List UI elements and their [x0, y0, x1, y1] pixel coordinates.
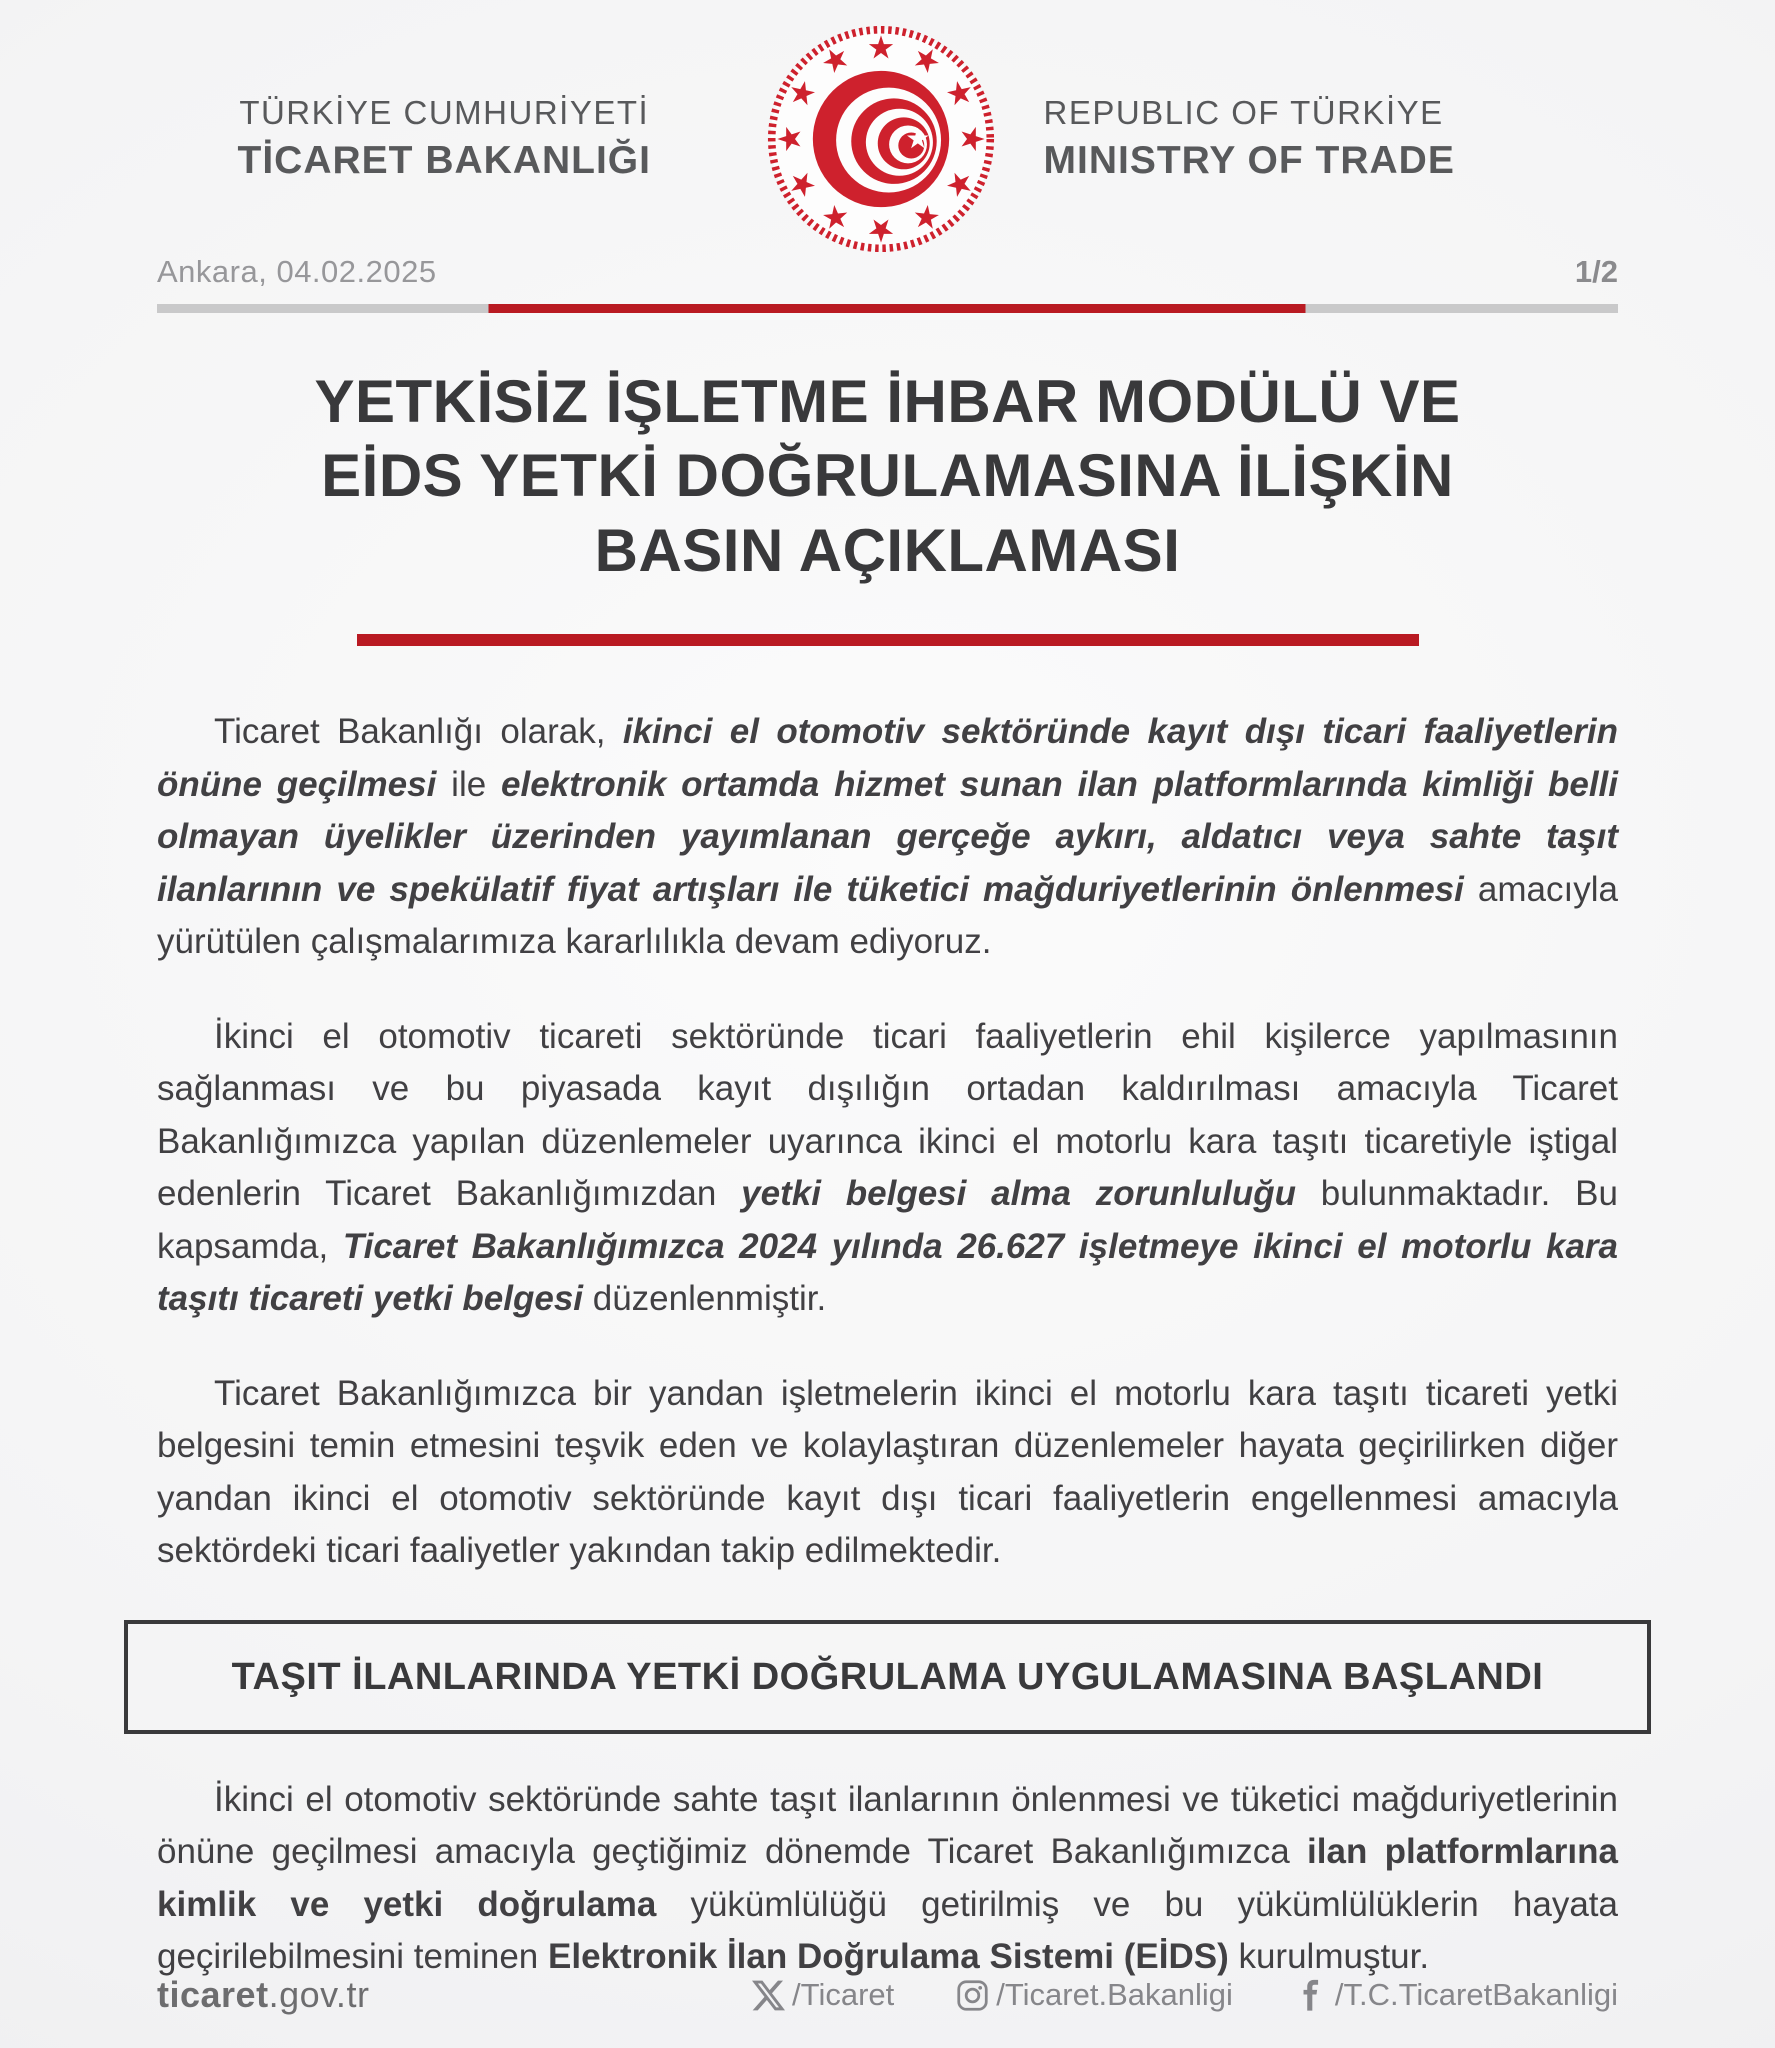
- ministry-name-en: [1000, 93, 1619, 185]
- section-heading: TAŞIT İLANLARINDA YETKİ DOĞRULAMA UYGULAMASINA BAŞLANDI: [231, 1655, 1544, 1698]
- title-underline: [357, 634, 1419, 646]
- ministry-of-trade-seal-icon: [762, 20, 1000, 258]
- x-icon: [752, 1979, 785, 2012]
- ministry-name-en-line2: MINISTRY OF TRADE: [1043, 139, 1455, 183]
- social-link-instagram[interactable]: [956, 1977, 1233, 2013]
- instagram-icon: [956, 1979, 989, 2012]
- social-link-facebook[interactable]: [1295, 1977, 1618, 2013]
- paragraph-2: İkinci el otomotiv ticareti sektöründe ticari faaliyetlerin ehil kişilerce yapılmasının sağlanması ve bu piyasada kayıt dışılığın ortadan kaldırılması amacıyla Ticaret Bakanlığımızca yapılan düzenlemeler uyarınca ikinci el motorlu kara taşıtı ticaretiyle iştigal edenlerin Ticaret Bakanlığımızdan yetki belgesi alma zorunluluğu bulunmaktadır. Bu kapsamda, Ticaret Bakanlığımızca 2024 yılında 26.627 işletmeye ikinci el motorlu kara taşıtı ticareti yetki belgesi düzenlenmiştir.: [157, 1016, 1618, 1319]
- social-link-x[interactable]: [752, 1977, 894, 2013]
- facebook-icon: [1295, 1979, 1328, 2012]
- paragraph-3: Ticaret Bakanlığımızca bir yandan işletmelerin ikinci el motorlu kara taşıtı ticareti yetki belgesini temin etmesini teşvik eden ve kolaylaştıran düzenlemeler hayata geçirilirken diğer yandan ikinci el otomotiv sektöründe kayıt dışı ticari faaliyetlerin engellenmesi amacıyla sektördeki ticari faaliyetler yakından takip edilmektedir.: [157, 1373, 1618, 1571]
- page-number: 1/2: [1574, 254, 1618, 289]
- dateline: Ankara, 04.02.2025: [157, 254, 437, 289]
- footer: [157, 1974, 1618, 2016]
- title-line-1: YETKİSİZ İŞLETME İHBAR MODÜLÜ VE: [314, 368, 1461, 435]
- header-divider: [157, 304, 1618, 313]
- paragraph-4: İkinci el otomotiv sektöründe sahte taşıt ilanlarının önlenmesi ve tüketici mağduriyetlerinin önüne geçilmesi amacıyla geçtiğimiz dönemde Ticaret Bakanlığımızca ilan platformlarına kimlik ve yetki doğrulama yükümlülüğü getirilmiş ve bu yükümlülüklerin hayata geçirilebilmesini teminen Elektronik İlan Doğrulama Sistemi (EİDS) kurulmuştur.: [157, 1779, 1618, 1977]
- ministry-name-tr-line2: TİCARET BAKANLIĞI: [237, 139, 651, 183]
- social-link-facebook-label: /T.C.TicaretBakanligi: [1334, 1977, 1618, 2012]
- header: [157, 0, 1618, 252]
- website-link-rest: .gov.tr: [268, 1974, 370, 2015]
- paragraph-1: Ticaret Bakanlığı olarak, ikinci el otomotiv sektöründe kayıt dışı ticari faaliyetlerin önüne geçilmesi ile elektronik ortamda hizmet sunan ilan platformlarında kimliği belli olmayan üyelikler üzerinden yayımlanan gerçeğe aykırı, aldatıcı veya sahte taşıt ilanlarının ve spekülatif fiyat artışları ile tüketici mağduriyetlerinin önlenmesi amacıyla yürütülen çalışmalarımıza kararlılıkla devam ediyoruz.: [157, 712, 1618, 962]
- ministry-name-tr-line1: TÜRKİYE CUMHURİYETİ: [239, 94, 650, 132]
- website-link-bold: ticaret: [157, 1974, 269, 2015]
- page-title: [157, 365, 1618, 588]
- ministry-name-en-line1: REPUBLIC OF TÜRKİYE: [1043, 94, 1444, 132]
- social-link-x-label: /Ticaret: [792, 1977, 895, 2012]
- title-line-2: EİDS YETKİ DOĞRULAMASINA İLİŞKİN: [321, 442, 1454, 510]
- title-line-3: BASIN AÇIKLAMASI: [594, 516, 1181, 584]
- website-link[interactable]: [157, 1974, 369, 2016]
- meta-row: [157, 254, 1618, 290]
- ministry-name-tr: [157, 93, 762, 185]
- press-release-body: [157, 706, 1618, 1984]
- social-links: [752, 1977, 1618, 2013]
- section-heading-box: [124, 1620, 1651, 1734]
- social-link-instagram-label: /Ticaret.Bakanligi: [996, 1977, 1233, 2012]
